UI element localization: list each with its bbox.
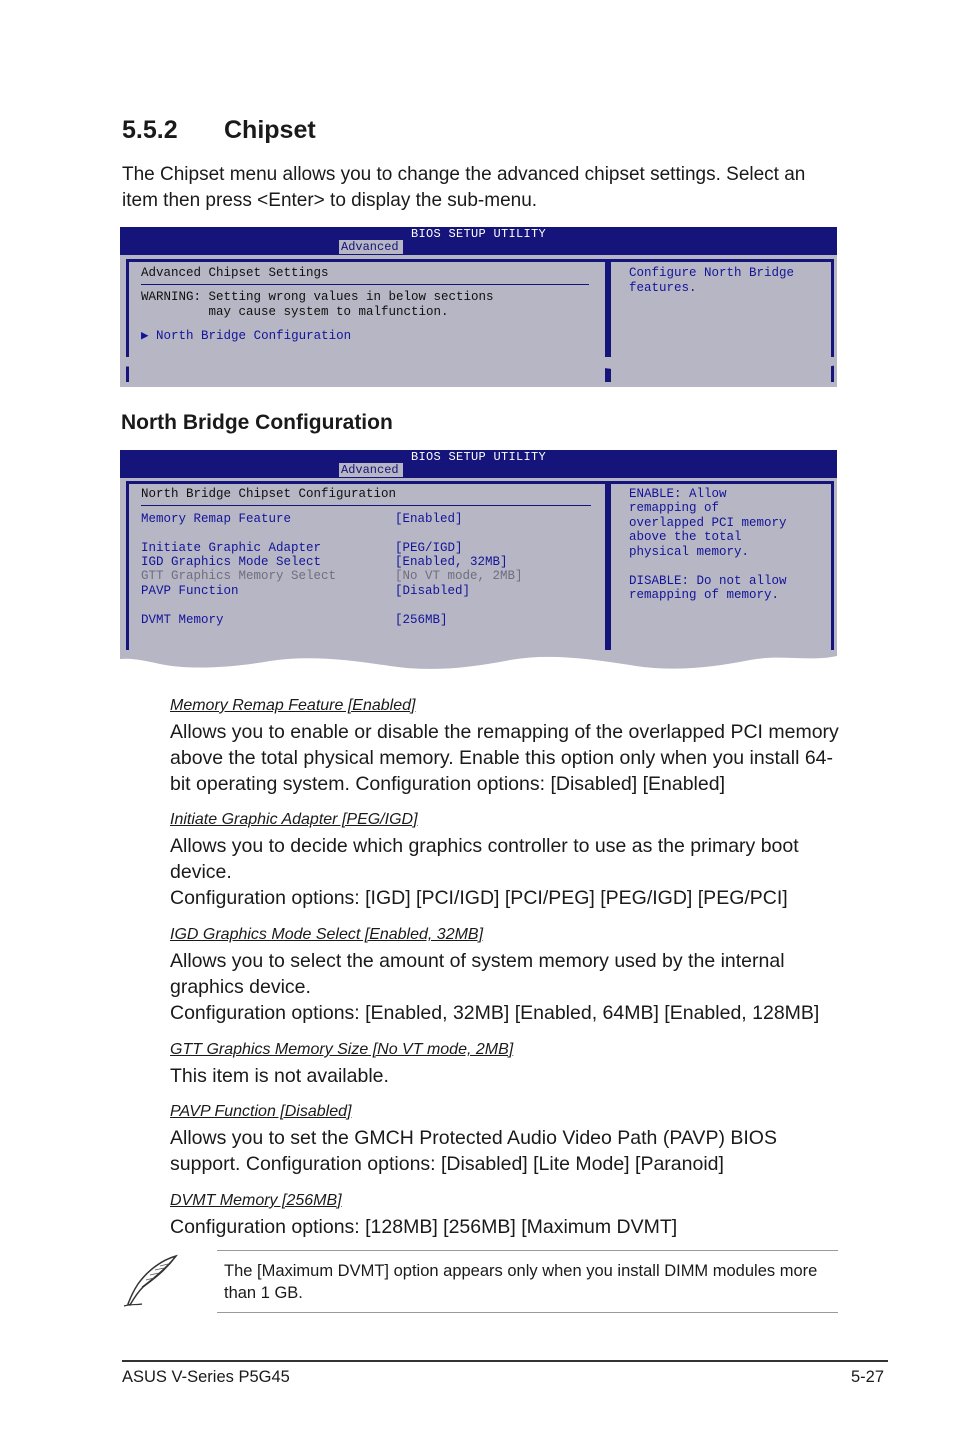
bios-heading: Advanced Chipset Settings xyxy=(141,266,329,280)
bios-value-memory-remap[interactable]: [Enabled] xyxy=(395,512,463,526)
option-heading-memory-remap: Memory Remap Feature [Enabled] xyxy=(170,697,416,714)
option-heading-dvmt-memory: DVMT Memory [256MB] xyxy=(170,1192,342,1209)
bios-title: BIOS SETUP UTILITY xyxy=(410,227,547,241)
bios-help-line: remapping of memory. xyxy=(629,588,780,602)
bios-help-line-1: Configure North Bridge xyxy=(629,266,795,280)
option-heading-igd-graphics-mode: IGD Graphics Mode Select [Enabled, 32MB] xyxy=(170,926,484,943)
bios-help-line: overlapped PCI memory xyxy=(629,516,787,530)
option-body-igd-graphics-mode: Allows you to select the amount of system memory used by the internal graphics device. xyxy=(170,950,785,998)
bios-value-igd-graphics-mode[interactable]: [Enabled, 32MB] xyxy=(395,555,508,569)
bios-item-initiate-graphic-adapter[interactable]: Initiate Graphic Adapter xyxy=(141,541,322,555)
bios-help-line: remapping of xyxy=(629,501,720,515)
section-number: 5.5.2 xyxy=(122,116,178,144)
subsection-title: North Bridge Configuration xyxy=(121,411,393,434)
bios-help-line: ENABLE: Allow xyxy=(629,487,727,501)
option-heading-pavp-function: PAVP Function [Disabled] xyxy=(170,1103,352,1120)
bios-help-line: above the total xyxy=(629,530,742,544)
bios-divider xyxy=(141,284,589,285)
footer-page-number: 5-27 xyxy=(851,1368,885,1386)
bios-screen-north-bridge xyxy=(120,450,837,680)
bios-help-line: DISABLE: Do not allow xyxy=(629,574,787,588)
bios-submenu-north-bridge[interactable] xyxy=(141,329,351,344)
bios-item-gtt-graphics-memory: GTT Graphics Memory Select xyxy=(141,569,337,583)
bios-title: BIOS SETUP UTILITY xyxy=(410,450,547,464)
bios-item-pavp-function[interactable]: PAVP Function xyxy=(141,584,239,598)
option-body-dvmt-memory: Configuration options: [128MB] [256MB] [Maximum DVMT] xyxy=(170,1216,678,1238)
note-bottom-rule xyxy=(217,1312,838,1313)
bios-warning-line-1: WARNING: Setting wrong values in below sections xyxy=(141,290,494,304)
option-config-igd-graphics-mode: Configuration options: [Enabled, 32MB] [Enabled, 64MB] [Enabled, 128MB] xyxy=(170,1002,820,1024)
torn-edge xyxy=(120,357,837,387)
note-top-rule xyxy=(217,1250,838,1251)
section-title xyxy=(122,116,316,145)
bios-item-igd-graphics-mode[interactable]: IGD Graphics Mode Select xyxy=(141,555,322,569)
option-heading-gtt-graphics-memory: GTT Graphics Memory Size [No VT mode, 2MB] xyxy=(170,1041,514,1058)
bios-divider xyxy=(141,505,591,506)
triangle-right-icon: ▶ xyxy=(141,329,149,343)
option-body-memory-remap: Allows you to enable or disable the remapping of the overlapped PCI memory above the total physical memory. Enable this option only when you install 64-bit operating system. Configuration options: [Disabled] [Enabled] xyxy=(170,721,839,795)
bios-screen-chipset xyxy=(120,227,837,387)
option-config-initiate-graphic-adapter: Configuration options: [IGD] [PCI/IGD] [PCI/PEG] [PEG/IGD] [PEG/PCI] xyxy=(170,887,788,909)
submenu-label: North Bridge Configuration xyxy=(156,329,352,343)
bios-help-line-2: features. xyxy=(629,281,697,295)
bios-title-bar xyxy=(120,450,837,478)
feather-pen-icon xyxy=(122,1254,180,1310)
tab-advanced[interactable]: Advanced xyxy=(339,240,403,254)
bios-item-memory-remap[interactable]: Memory Remap Feature xyxy=(141,512,292,526)
bios-title-bar xyxy=(120,227,837,255)
bios-item-dvmt-memory[interactable]: DVMT Memory xyxy=(141,613,224,627)
torn-edge xyxy=(120,650,837,680)
bios-value-pavp-function[interactable]: [Disabled] xyxy=(395,584,471,598)
footer-rule xyxy=(122,1360,888,1362)
bios-help-line: physical memory. xyxy=(629,545,750,559)
option-body-pavp-function: Allows you to set the GMCH Protected Audio Video Path (PAVP) BIOS support. Configuration options: [Disabled] [Lite Mode] [Paranoid] xyxy=(170,1127,777,1175)
option-heading-initiate-graphic-adapter: Initiate Graphic Adapter [PEG/IGD] xyxy=(170,811,418,828)
footer-product-name: ASUS V-Series P5G45 xyxy=(122,1368,290,1386)
bios-panel xyxy=(120,478,837,653)
note-text: The [Maximum DVMT] option appears only when you install DIMM modules more than 1 GB. xyxy=(224,1262,818,1302)
intro-paragraph: The Chipset menu allows you to change the advanced chipset settings. Select an item then press <Enter> to display the sub-menu. xyxy=(122,164,806,211)
option-body-gtt-graphics-memory: This item is not available. xyxy=(170,1065,389,1087)
bios-value-dvmt-memory[interactable]: [256MB] xyxy=(395,613,448,627)
bios-heading: North Bridge Chipset Configuration xyxy=(141,487,397,501)
option-body-initiate-graphic-adapter: Allows you to decide which graphics controller to use as the primary boot device. xyxy=(170,835,799,883)
bios-warning-line-2: may cause system to malfunction. xyxy=(141,305,449,319)
bios-value-gtt-graphics-memory: [No VT mode, 2MB] xyxy=(395,569,523,583)
section-name: Chipset xyxy=(224,116,316,144)
bios-value-initiate-graphic-adapter[interactable]: [PEG/IGD] xyxy=(395,541,463,555)
tab-advanced[interactable]: Advanced xyxy=(339,463,403,477)
